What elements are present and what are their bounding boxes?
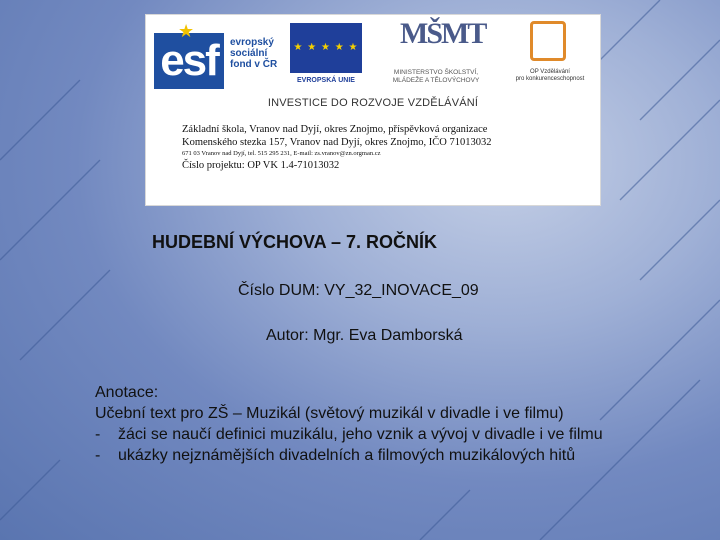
msmt-logo-text: MINISTERSTVO ŠKOLSTVÍ, MLÁDEŽE A TĚLOVÝCHOVY <box>392 69 480 84</box>
bullet-dash: - <box>95 447 101 464</box>
annotation-block <box>95 382 655 466</box>
star-icon: ★ <box>178 21 195 41</box>
list-item <box>95 424 655 445</box>
list-item-text: žáci se naučí definici muzikálu, jeho vznik a vývoj v divadle i ve filmu <box>118 426 603 443</box>
esf-logo-mark: esf <box>154 33 224 89</box>
header-logo-card <box>145 14 601 206</box>
eu-logo <box>286 23 366 93</box>
msmt-logo-mark: MŠMT <box>400 17 486 50</box>
slide-title: HUDEBNÍ VÝCHOVA – 7. ROČNÍK <box>152 232 438 252</box>
esf-logo <box>154 23 282 93</box>
invest-title: INVESTICE DO ROZVOJE VZDĚLÁVÁNÍ <box>267 97 479 109</box>
eu-logo-text: EVROPSKÁ UNIE <box>297 77 355 84</box>
list-item <box>95 445 655 466</box>
op-logo <box>506 21 594 101</box>
dum-number: Číslo DUM: VY_32_INOVACE_09 <box>238 282 479 299</box>
project-number: Číslo projektu: OP VK 1.4-71013032 <box>182 160 340 171</box>
school-line: Komenského stezka 157, Vranov nad Dyjí, okres Znojmo, IČO 71013032 <box>182 137 492 148</box>
annotation-text: Učební text pro ZŠ – Muzikál (světový muzikál v divadle i ve filmu) <box>95 405 564 422</box>
op-logo-text: OP Vzdělávání pro konkurenceschopnost <box>515 69 585 82</box>
list-item-text: ukázky nejznámějších divadelních a filmových muzikálových hitů <box>118 447 576 464</box>
logo-strip <box>146 15 600 105</box>
school-line: Základní škola, Vranov nad Dyjí, okres Znojmo, příspěvková organizace <box>182 124 488 135</box>
author: Autor: Mgr. Eva Damborská <box>266 327 463 344</box>
eu-flag-icon: ★ ★ ★ ★ ★ <box>290 23 362 73</box>
school-contact: 671 03 Vranov nad Dyjí, tel. 515 295 231, E-mail: zs.vranov@zn.orgman.cz <box>182 150 381 157</box>
bullet-dash: - <box>95 426 101 443</box>
msmt-logo <box>370 17 502 97</box>
op-logo-mark <box>530 21 566 61</box>
school-info <box>182 123 592 172</box>
esf-logo-text: evropský sociální fond v ČR <box>230 37 278 70</box>
annotation-label: Anotace: <box>95 384 159 401</box>
